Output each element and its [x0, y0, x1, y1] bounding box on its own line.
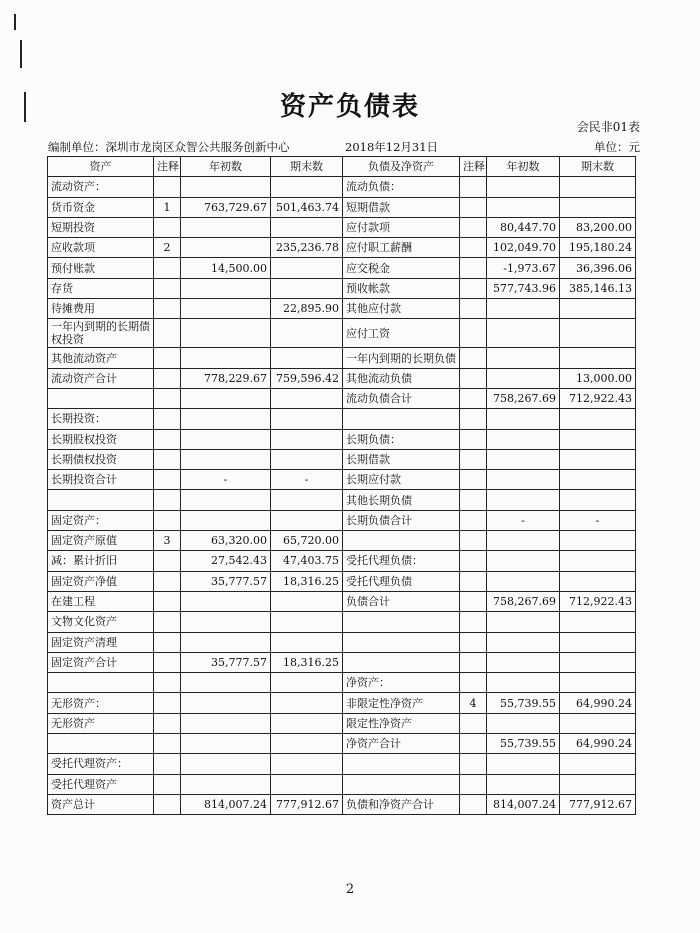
table-cell [271, 510, 343, 530]
table-row [48, 774, 636, 794]
table-cell [154, 632, 181, 652]
table-cell [560, 632, 636, 652]
table-cell: 其他长期负债 [343, 490, 460, 510]
table-cell: 577,743.96 [487, 278, 560, 298]
table-cell [271, 319, 343, 348]
table-cell [460, 238, 487, 258]
table-cell: - [271, 470, 343, 490]
table-cell [487, 177, 560, 197]
table-cell: 固定资产净值 [48, 571, 154, 591]
table-header-row [48, 157, 636, 177]
table-cell [460, 652, 487, 672]
table-cell: 负债和净资产合计 [343, 794, 460, 814]
table-cell [48, 388, 154, 408]
column-header: 年初数 [487, 157, 560, 177]
table-cell [154, 319, 181, 348]
table-cell: 固定资产原值 [48, 531, 154, 551]
table-row [48, 632, 636, 652]
table-cell [271, 388, 343, 408]
table-cell [154, 258, 181, 278]
table-cell [154, 217, 181, 237]
table-cell [181, 278, 271, 298]
table-row [48, 612, 636, 632]
table-cell [181, 673, 271, 693]
table-cell: 47,403.75 [271, 551, 343, 571]
table-cell [271, 591, 343, 611]
table-cell [460, 177, 487, 197]
table-cell: 64,990.24 [560, 693, 636, 713]
table-body [48, 177, 636, 815]
table-cell [271, 217, 343, 237]
table-cell [271, 177, 343, 197]
table-cell [343, 409, 460, 429]
table-cell: 501,463.74 [271, 197, 343, 217]
table-cell: 758,267.69 [487, 388, 560, 408]
table-row [48, 693, 636, 713]
table-cell [460, 278, 487, 298]
table-cell [181, 713, 271, 733]
table-row [48, 591, 636, 611]
table-cell [154, 490, 181, 510]
table-row [48, 238, 636, 258]
table-cell [154, 591, 181, 611]
table-cell [460, 409, 487, 429]
table-cell: 受托代理资产 [48, 774, 154, 794]
table-row [48, 652, 636, 672]
table-cell [487, 449, 560, 469]
table-cell [48, 673, 154, 693]
column-header: 资产 [48, 157, 154, 177]
table-cell [154, 429, 181, 449]
table-cell: 一年内到期的长期债权投资 [48, 319, 154, 348]
table-cell [460, 197, 487, 217]
table-cell [154, 794, 181, 814]
table-cell: 受托代理负债： [343, 551, 460, 571]
table-cell [487, 470, 560, 490]
column-header: 注释 [154, 157, 181, 177]
table-cell: 固定资产清理 [48, 632, 154, 652]
table-row [48, 470, 636, 490]
table-cell: 应交税金 [343, 258, 460, 278]
table-cell [487, 348, 560, 368]
document-title: 资产负债表 [279, 92, 420, 122]
page-number: 2 [345, 882, 355, 897]
table-cell: 18,316.25 [271, 571, 343, 591]
table-cell [460, 632, 487, 652]
table-cell: 1 [154, 197, 181, 217]
table-cell: 712,922.43 [560, 591, 636, 611]
table-cell [487, 197, 560, 217]
table-cell [154, 652, 181, 672]
table-cell: 2 [154, 238, 181, 258]
table-row [48, 531, 636, 551]
table-cell: 应收款项 [48, 238, 154, 258]
table-cell [154, 470, 181, 490]
table-row [48, 258, 636, 278]
table-cell [343, 632, 460, 652]
table-row [48, 673, 636, 693]
table-cell [460, 258, 487, 278]
table-cell: 55,739.55 [487, 734, 560, 754]
table-row [48, 449, 636, 469]
table-cell [460, 449, 487, 469]
table-cell [560, 673, 636, 693]
table-cell [181, 319, 271, 348]
table-cell [271, 673, 343, 693]
table-cell [460, 299, 487, 319]
table-cell [560, 429, 636, 449]
table-cell [460, 531, 487, 551]
table-cell: 777,912.67 [560, 794, 636, 814]
table-cell: 63,320.00 [181, 531, 271, 551]
column-header: 期末数 [560, 157, 636, 177]
table-cell [487, 774, 560, 794]
table-cell [560, 197, 636, 217]
table-cell [487, 713, 560, 733]
table-cell [181, 632, 271, 652]
table-cell: 35,777.57 [181, 652, 271, 672]
table-cell [181, 490, 271, 510]
table-cell [154, 449, 181, 469]
table-cell: - [487, 510, 560, 530]
table-cell: 长期投资： [48, 409, 154, 429]
table-cell [460, 490, 487, 510]
table-cell [560, 319, 636, 348]
scan-mark [20, 40, 22, 68]
table-cell [560, 299, 636, 319]
table-row [48, 197, 636, 217]
table-cell: 65,720.00 [271, 531, 343, 551]
table-cell [181, 238, 271, 258]
table-cell [487, 571, 560, 591]
table-cell [154, 612, 181, 632]
table-cell: 712,922.43 [560, 388, 636, 408]
table-cell [181, 774, 271, 794]
table-cell: 4 [460, 693, 487, 713]
table-cell: 3 [154, 531, 181, 551]
table-row [48, 510, 636, 530]
table-cell [343, 774, 460, 794]
table-cell [181, 177, 271, 197]
table-cell: 存货 [48, 278, 154, 298]
table-cell [560, 713, 636, 733]
table-row [48, 409, 636, 429]
table-row [48, 368, 636, 388]
table-cell [181, 510, 271, 530]
table-cell: 83,200.00 [560, 217, 636, 237]
table-cell: 长期应付款 [343, 470, 460, 490]
table-cell: 102,049.70 [487, 238, 560, 258]
table-cell [460, 429, 487, 449]
table-cell: 758,267.69 [487, 591, 560, 611]
table-cell [487, 368, 560, 388]
table-cell: 长期股权投资 [48, 429, 154, 449]
table-cell [154, 571, 181, 591]
table-cell [460, 470, 487, 490]
table-cell [487, 319, 560, 348]
table-row [48, 551, 636, 571]
table-cell [487, 299, 560, 319]
column-header: 年初数 [181, 157, 271, 177]
table-row [48, 299, 636, 319]
balance-sheet-table [47, 156, 636, 815]
table-cell [487, 673, 560, 693]
table-cell [154, 693, 181, 713]
table-cell [181, 217, 271, 237]
table-cell [271, 754, 343, 774]
table-cell: 净资产： [343, 673, 460, 693]
table-cell [487, 490, 560, 510]
table-cell [271, 258, 343, 278]
table-cell [154, 713, 181, 733]
table-cell: 在建工程 [48, 591, 154, 611]
table-cell [460, 551, 487, 571]
table-cell: 814,007.24 [487, 794, 560, 814]
scan-mark [14, 14, 16, 30]
table-cell [560, 774, 636, 794]
table-cell [460, 794, 487, 814]
table-cell [181, 449, 271, 469]
table-cell [154, 754, 181, 774]
table-cell [271, 429, 343, 449]
table-cell: 应付款项 [343, 217, 460, 237]
table-cell [154, 368, 181, 388]
table-cell: 货币资金 [48, 197, 154, 217]
table-row [48, 348, 636, 368]
table-cell [154, 388, 181, 408]
table-cell [181, 348, 271, 368]
table-cell [154, 409, 181, 429]
table-cell [154, 774, 181, 794]
table-cell [271, 693, 343, 713]
table-cell: -1,973.67 [487, 258, 560, 278]
table-cell [487, 531, 560, 551]
table-cell [560, 551, 636, 571]
table-cell: 一年内到期的长期负债 [343, 348, 460, 368]
table-row [48, 754, 636, 774]
column-header: 负债及净资产 [343, 157, 460, 177]
table-cell: 其他流动资产 [48, 348, 154, 368]
table-cell [154, 177, 181, 197]
unit-label: 单位：元 [594, 140, 640, 154]
table-cell: 固定资产： [48, 510, 154, 530]
table-cell: 18,316.25 [271, 652, 343, 672]
table-cell: 无形资产： [48, 693, 154, 713]
table-cell [560, 449, 636, 469]
table-cell: 减：累计折旧 [48, 551, 154, 571]
report-date: 2018年12月31日 [345, 140, 439, 154]
table-cell [460, 774, 487, 794]
table-cell: 778,229.67 [181, 368, 271, 388]
table-cell: 777,912.67 [271, 794, 343, 814]
table-row [48, 319, 636, 348]
table-cell: 短期投资 [48, 217, 154, 237]
table-cell: 预收帐款 [343, 278, 460, 298]
table-cell [460, 348, 487, 368]
table-row [48, 429, 636, 449]
table-cell [460, 217, 487, 237]
organization-label: 编制单位：深圳市龙岗区众智公共服务创新中心 [48, 140, 290, 154]
table-cell: 13,000.00 [560, 368, 636, 388]
table-cell [460, 673, 487, 693]
table-cell [181, 409, 271, 429]
table-cell: 短期借款 [343, 197, 460, 217]
table-cell: 195,180.24 [560, 238, 636, 258]
table-cell [181, 754, 271, 774]
table-cell: 资产总计 [48, 794, 154, 814]
table-cell [181, 734, 271, 754]
table-cell [343, 531, 460, 551]
table-row [48, 490, 636, 510]
table-cell: 非限定性净资产 [343, 693, 460, 713]
table-cell [181, 612, 271, 632]
table-cell [181, 299, 271, 319]
table-cell [181, 429, 271, 449]
table-cell [154, 299, 181, 319]
table-cell [487, 409, 560, 429]
table-row [48, 794, 636, 814]
table-cell: 759,596.42 [271, 368, 343, 388]
table-cell [271, 612, 343, 632]
table-cell [487, 612, 560, 632]
table-cell [487, 754, 560, 774]
table-cell [154, 278, 181, 298]
table-cell: 763,729.67 [181, 197, 271, 217]
table-cell: 814,007.24 [181, 794, 271, 814]
table-cell [154, 673, 181, 693]
table-cell: 长期投资合计 [48, 470, 154, 490]
table-cell: - [560, 510, 636, 530]
table-cell [181, 591, 271, 611]
table-cell [343, 612, 460, 632]
table-cell [460, 388, 487, 408]
table-cell [154, 551, 181, 571]
table-cell: 文物文化资产 [48, 612, 154, 632]
table-cell: 长期负债合计 [343, 510, 460, 530]
table-cell [560, 531, 636, 551]
table-cell: 应付工资 [343, 319, 460, 348]
table-cell [460, 319, 487, 348]
table-cell: 待摊费用 [48, 299, 154, 319]
form-code: 会民非01表 [576, 120, 640, 134]
table-cell [560, 571, 636, 591]
column-header: 注释 [460, 157, 487, 177]
table-cell: 预付账款 [48, 258, 154, 278]
table-cell: 235,236.78 [271, 238, 343, 258]
table-cell: 其他应付款 [343, 299, 460, 319]
table-row [48, 388, 636, 408]
table-row [48, 177, 636, 197]
table-cell [460, 713, 487, 733]
table-cell: 长期负债： [343, 429, 460, 449]
table-cell [560, 754, 636, 774]
table-cell [271, 348, 343, 368]
table-cell [460, 754, 487, 774]
table-cell [181, 388, 271, 408]
table-cell: 应付职工薪酬 [343, 238, 460, 258]
table-row [48, 713, 636, 733]
table-cell [460, 591, 487, 611]
table-cell [181, 693, 271, 713]
table-cell [560, 348, 636, 368]
table-cell [560, 652, 636, 672]
table-cell: 其他流动负债 [343, 368, 460, 388]
table-cell [460, 510, 487, 530]
table-cell: 流动资产合计 [48, 368, 154, 388]
table-cell: 长期借款 [343, 449, 460, 469]
table-cell [487, 652, 560, 672]
table-cell [560, 612, 636, 632]
table-cell: 无形资产 [48, 713, 154, 733]
table-cell [460, 571, 487, 591]
table-cell: 净资产合计 [343, 734, 460, 754]
table-cell [271, 278, 343, 298]
table-cell: 27,542.43 [181, 551, 271, 571]
table-cell: 流动负债合计 [343, 388, 460, 408]
table-cell: - [181, 470, 271, 490]
table-cell [48, 490, 154, 510]
table-cell: 受托代理资产： [48, 754, 154, 774]
table-cell: 36,396.06 [560, 258, 636, 278]
table-cell [154, 734, 181, 754]
table-cell [271, 490, 343, 510]
table-cell [560, 470, 636, 490]
table-row [48, 571, 636, 591]
table-cell [271, 734, 343, 754]
table-cell [487, 429, 560, 449]
table-cell: 受托代理负债 [343, 571, 460, 591]
table-cell [271, 632, 343, 652]
table-cell: 35,777.57 [181, 571, 271, 591]
column-header: 期末数 [271, 157, 343, 177]
table-cell: 长期债权投资 [48, 449, 154, 469]
table-cell [271, 713, 343, 733]
table-row [48, 278, 636, 298]
table-cell: 64,990.24 [560, 734, 636, 754]
table-cell: 385,146.13 [560, 278, 636, 298]
table-cell: 固定资产合计 [48, 652, 154, 672]
table-cell [487, 632, 560, 652]
table-row [48, 217, 636, 237]
table-cell [343, 754, 460, 774]
table-cell: 限定性净资产 [343, 713, 460, 733]
table-cell: 负债合计 [343, 591, 460, 611]
table-cell: 55,739.55 [487, 693, 560, 713]
table-cell: 80,447.70 [487, 217, 560, 237]
table-cell [271, 409, 343, 429]
table-cell: 14,500.00 [181, 258, 271, 278]
table-cell: 22,895.90 [271, 299, 343, 319]
table-cell [460, 734, 487, 754]
table-cell [560, 490, 636, 510]
table-cell [48, 734, 154, 754]
table-cell: 流动负债： [343, 177, 460, 197]
table-cell [271, 449, 343, 469]
table-cell [560, 409, 636, 429]
table-row [48, 734, 636, 754]
table-cell [343, 652, 460, 672]
table-cell [460, 368, 487, 388]
table-cell [460, 612, 487, 632]
table-cell [271, 774, 343, 794]
table-cell [560, 177, 636, 197]
table-cell [487, 551, 560, 571]
table-cell [154, 510, 181, 530]
table-cell [154, 348, 181, 368]
table-cell: 流动资产： [48, 177, 154, 197]
